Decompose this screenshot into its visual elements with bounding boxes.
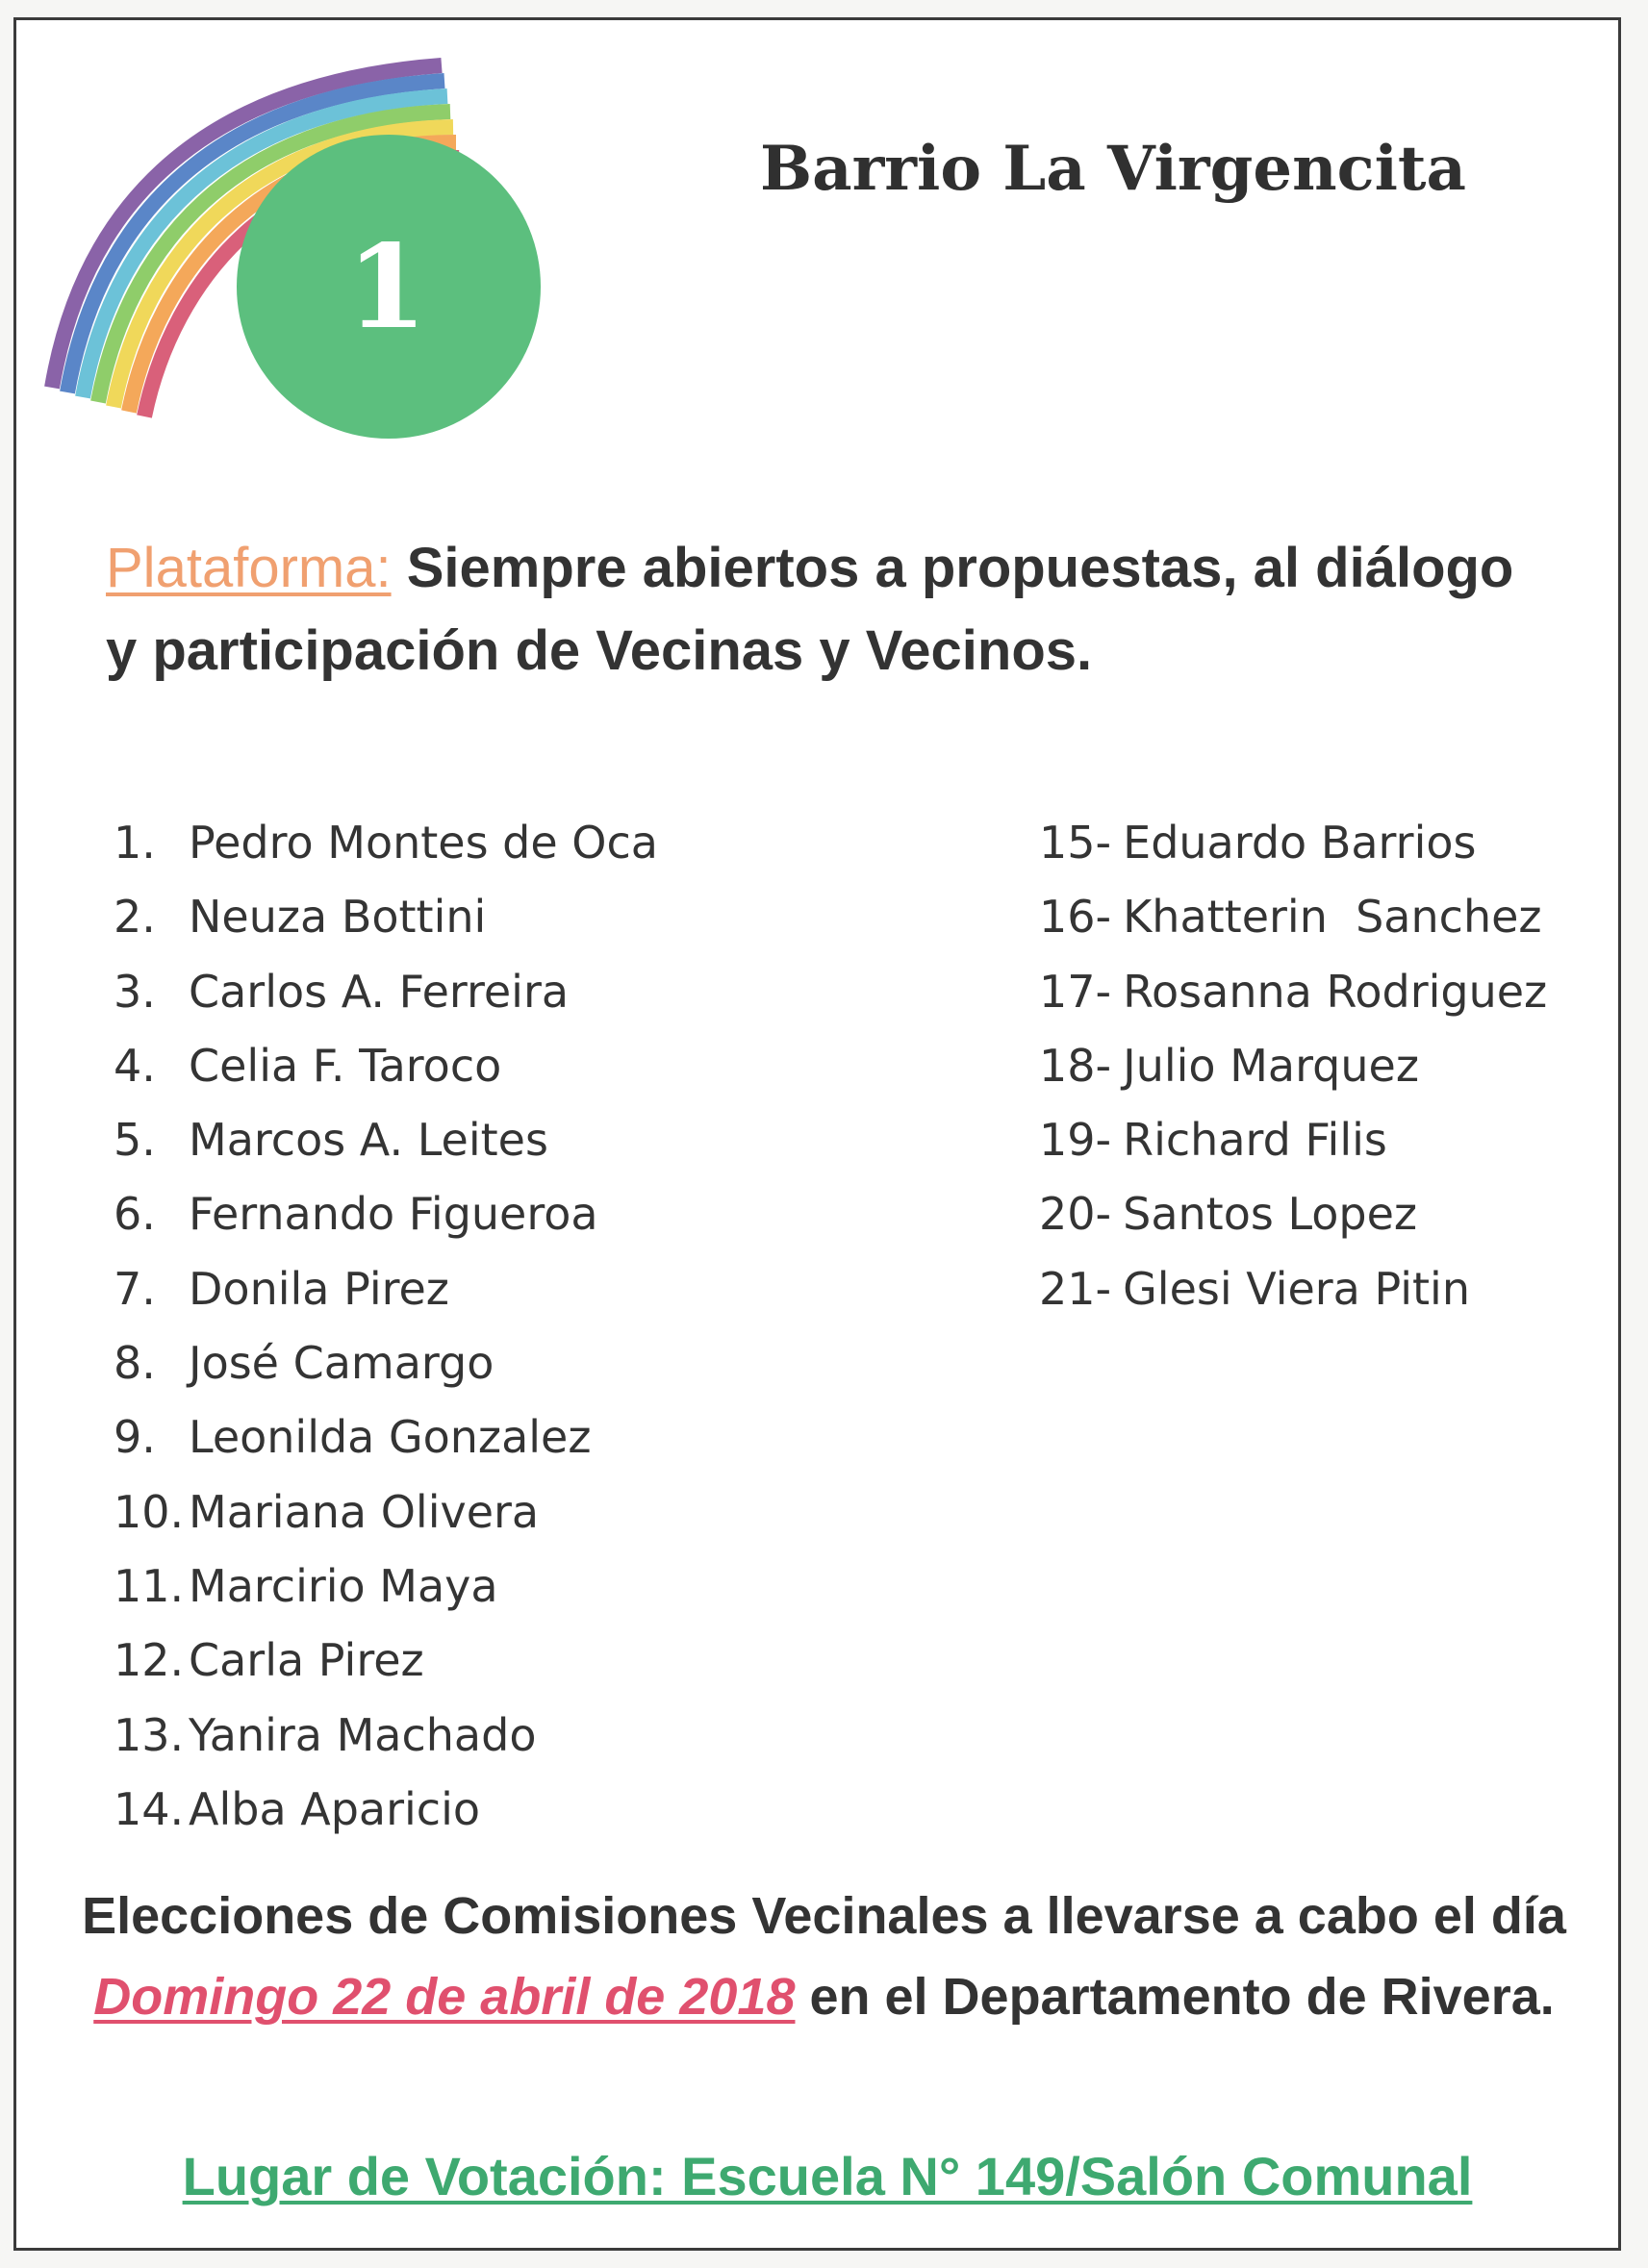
candidate-number: 12. — [114, 1634, 185, 1687]
list-number: 1 — [346, 219, 427, 355]
candidate-number: 21- — [1039, 1262, 1112, 1315]
candidate-name: Julio Marquez — [1123, 1039, 1419, 1092]
list-item — [114, 1475, 658, 1550]
candidate-number: 7. — [114, 1262, 156, 1315]
candidate-number: 11. — [114, 1559, 185, 1612]
list-item — [1039, 955, 1547, 1029]
list-item — [114, 880, 658, 954]
candidate-number: 8. — [114, 1337, 156, 1390]
candidate-number: 18- — [1039, 1039, 1112, 1092]
page-title: Barrio La Virgencita — [760, 133, 1466, 205]
platform-text: Siempre abiertos a propuestas, al diálogo y participación de Vecinas y Vecinos. — [106, 537, 1514, 682]
candidate-number: 19- — [1039, 1114, 1112, 1167]
candidate-name: Alba Aparicio — [189, 1782, 481, 1835]
candidate-name: Rosanna Rodriguez — [1123, 965, 1548, 1018]
election-date: Domingo 22 de abril de 2018 — [93, 1968, 796, 2026]
election-notice — [38, 1876, 1610, 2037]
election-text-after: en el Departamento de Rivera. — [795, 1968, 1555, 2026]
candidate-list-right — [1039, 806, 1547, 1326]
candidate-number: 17- — [1039, 965, 1112, 1018]
candidate-number: 1. — [114, 817, 156, 869]
candidate-name: Leonilda Gonzalez — [189, 1411, 592, 1464]
candidate-name: Richard Filis — [1123, 1114, 1387, 1167]
list-item — [114, 1699, 658, 1773]
list-item — [114, 806, 658, 880]
list-item — [1039, 1029, 1547, 1103]
voting-location: Lugar de Votación: Escuela N° 149/Salón Comunal — [182, 2146, 1473, 2206]
list-item — [1039, 1177, 1547, 1251]
list-item — [114, 1400, 658, 1474]
candidate-name: Mariana Olivera — [189, 1485, 540, 1538]
candidate-name: Marcos A. Leites — [189, 1114, 548, 1167]
candidate-list-left — [114, 806, 658, 1847]
candidate-name: Celia F. Taroco — [189, 1039, 502, 1092]
candidate-number: 9. — [114, 1411, 156, 1464]
candidate-number: 5. — [114, 1114, 156, 1167]
candidate-number: 4. — [114, 1039, 156, 1092]
candidate-name: Marcirio Maya — [189, 1559, 498, 1612]
list-item — [114, 1252, 658, 1326]
list-item — [114, 1550, 658, 1624]
candidate-name: Fernando Figueroa — [189, 1188, 598, 1241]
list-item — [114, 1103, 658, 1177]
list-item — [114, 1029, 658, 1103]
list-item — [114, 1773, 658, 1847]
candidate-number: 13. — [114, 1708, 185, 1761]
candidate-name: Khatterin Sanchez — [1123, 891, 1542, 944]
list-item — [114, 955, 658, 1029]
candidate-name: Donila Pirez — [189, 1262, 449, 1315]
list-item — [1039, 1103, 1547, 1177]
candidate-name: Eduardo Barrios — [1123, 817, 1477, 869]
candidate-number: 10. — [114, 1485, 185, 1538]
election-text-before: Elecciones de Comisiones Vecinales a llevarse a cabo el día — [82, 1887, 1566, 1945]
candidate-number: 6. — [114, 1188, 156, 1241]
candidate-name: Carla Pirez — [189, 1634, 424, 1687]
list-item — [1039, 1252, 1547, 1326]
candidate-name: Glesi Viera Pitin — [1123, 1262, 1470, 1315]
candidate-name: José Camargo — [189, 1337, 494, 1390]
list-item — [114, 1177, 658, 1251]
candidate-number: 3. — [114, 965, 156, 1018]
candidate-name: Pedro Montes de Oca — [189, 817, 658, 869]
list-item — [114, 1624, 658, 1698]
candidate-number: 2. — [114, 891, 156, 944]
platform-label: Plataforma: — [106, 537, 392, 599]
candidate-name: Yanira Machado — [189, 1708, 537, 1761]
list-item — [1039, 880, 1547, 954]
candidate-name: Neuza Bottini — [189, 891, 487, 944]
candidate-number: 20- — [1039, 1188, 1112, 1241]
rainbow-logo — [33, 46, 571, 450]
list-item — [1039, 806, 1547, 880]
platform-statement — [106, 527, 1549, 693]
list-item — [114, 1326, 658, 1400]
candidate-name: Carlos A. Ferreira — [189, 965, 570, 1018]
candidate-number: 15- — [1039, 817, 1112, 869]
candidate-number: 16- — [1039, 891, 1112, 944]
candidate-number: 14. — [114, 1782, 185, 1835]
candidate-name: Santos Lopez — [1123, 1188, 1418, 1241]
